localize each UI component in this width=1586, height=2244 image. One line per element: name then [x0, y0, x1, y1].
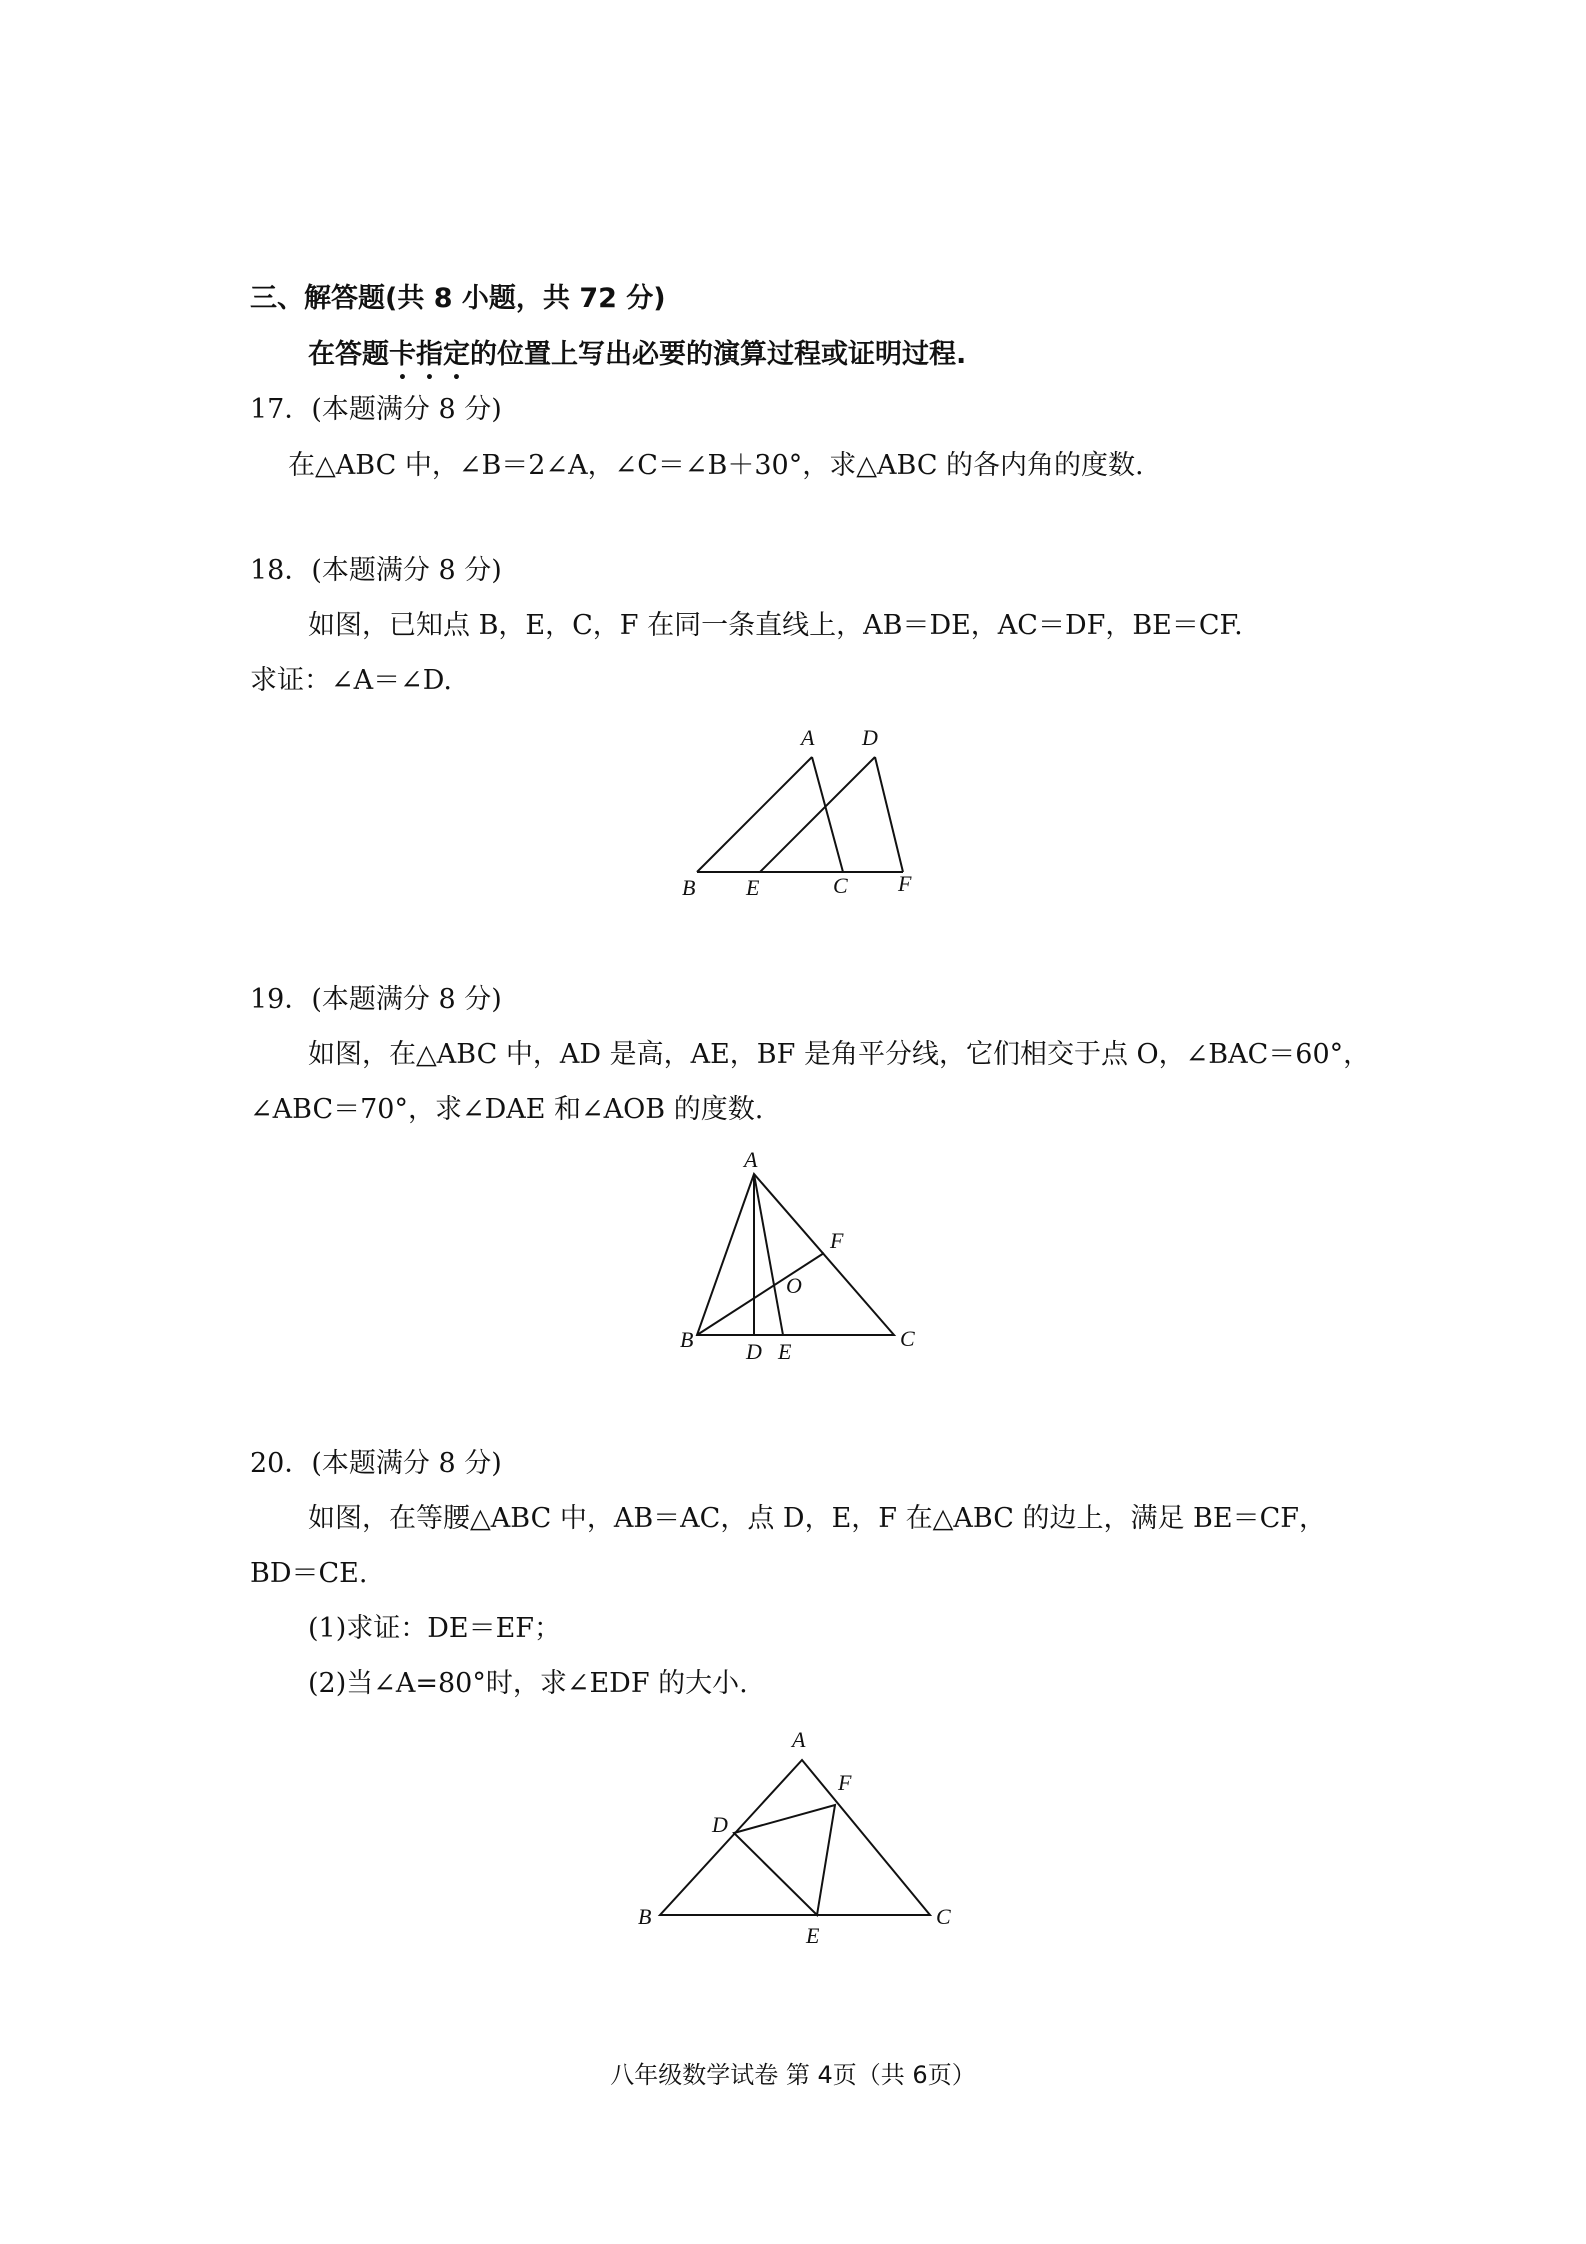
q18-label-f: F — [898, 871, 912, 896]
q20-label-d: D — [712, 1812, 728, 1837]
q19-label-a: A — [744, 1147, 758, 1172]
instruction-post: 的位置上写出必要的演算过程或证明过程. — [470, 339, 967, 370]
q20-label-a: A — [792, 1727, 806, 1752]
q19-label-d: D — [746, 1339, 762, 1364]
q18-label-b: B — [682, 875, 696, 900]
q19-label-b: B — [680, 1327, 694, 1352]
q19-text-line-1: 如图，在△ABC 中，AD 是高，AE，BF 是角平分线，它们相交于点 O，∠BAC＝60°， — [308, 1039, 1371, 1070]
q19-figure — [660, 1140, 940, 1370]
q18-segment-ab — [697, 757, 812, 872]
q20-label-c: C — [936, 1904, 951, 1929]
q20-label-e: E — [806, 1923, 820, 1948]
q18-label-c: C — [833, 873, 848, 898]
instruction-pre: 在答题 — [308, 339, 389, 370]
q17-text-line-1: 在△ABC 中，∠B＝2∠A，∠C＝∠B＋30°，求△ABC 的各内角的度数. — [288, 450, 1144, 481]
q18-header: 18．(本题满分 8 分) — [250, 555, 502, 586]
q20-text-line-2: BD＝CE. — [250, 1558, 368, 1589]
q19-text-line-2: ∠ABC＝70°，求∠DAE 和∠AOB 的度数. — [250, 1094, 764, 1125]
q18-label-a: A — [801, 725, 815, 750]
q18-label-d: D — [862, 725, 878, 750]
q18-text-line-1: 如图，已知点 B，E，C，F 在同一条直线上，AB＝DE，AC＝DF，BE＝CF. — [308, 610, 1243, 641]
q17-header: 17．(本题满分 8 分) — [250, 394, 502, 425]
page-footer: 八年级数学试卷 第 4页（共 6页） — [610, 2061, 976, 2089]
q20-figure — [630, 1720, 970, 1950]
q20-text-line-3: (1)求证：DE＝EF； — [308, 1613, 562, 1644]
q19-label-c: C — [900, 1326, 915, 1351]
q18-label-e: E — [746, 875, 760, 900]
q18-text-line-2: 求证：∠A＝∠D. — [250, 665, 453, 696]
q20-label-f: F — [838, 1770, 852, 1795]
q19-label-f: F — [830, 1228, 844, 1253]
section-instruction — [308, 337, 966, 386]
q20-label-b: B — [638, 1904, 652, 1929]
q20-header: 20．(本题满分 8 分) — [250, 1448, 502, 1479]
q19-label-o: O — [786, 1273, 802, 1298]
q19-bisector-bf — [697, 1253, 824, 1335]
q20-triangle-abc — [660, 1760, 930, 1915]
instruction-emph: 卡指定 — [389, 339, 470, 370]
q19-triangle-abc — [697, 1174, 894, 1335]
q19-bisector-ae — [754, 1174, 783, 1335]
q20-text-line-1: 如图，在等腰△ABC 中，AB＝AC，点 D，E，F 在△ABC 的边上，满足 BE＝CF， — [308, 1503, 1326, 1534]
q20-triangle-def — [734, 1805, 835, 1915]
q19-label-e: E — [778, 1339, 792, 1364]
section-heading: 三、解答题(共 8 小题，共 72 分) — [250, 283, 666, 314]
q18-figure — [660, 715, 940, 905]
q20-text-line-4: (2)当∠A=80°时，求∠EDF 的大小. — [308, 1668, 748, 1699]
q19-header: 19．(本题满分 8 分) — [250, 984, 502, 1015]
q18-segment-df — [875, 757, 903, 872]
